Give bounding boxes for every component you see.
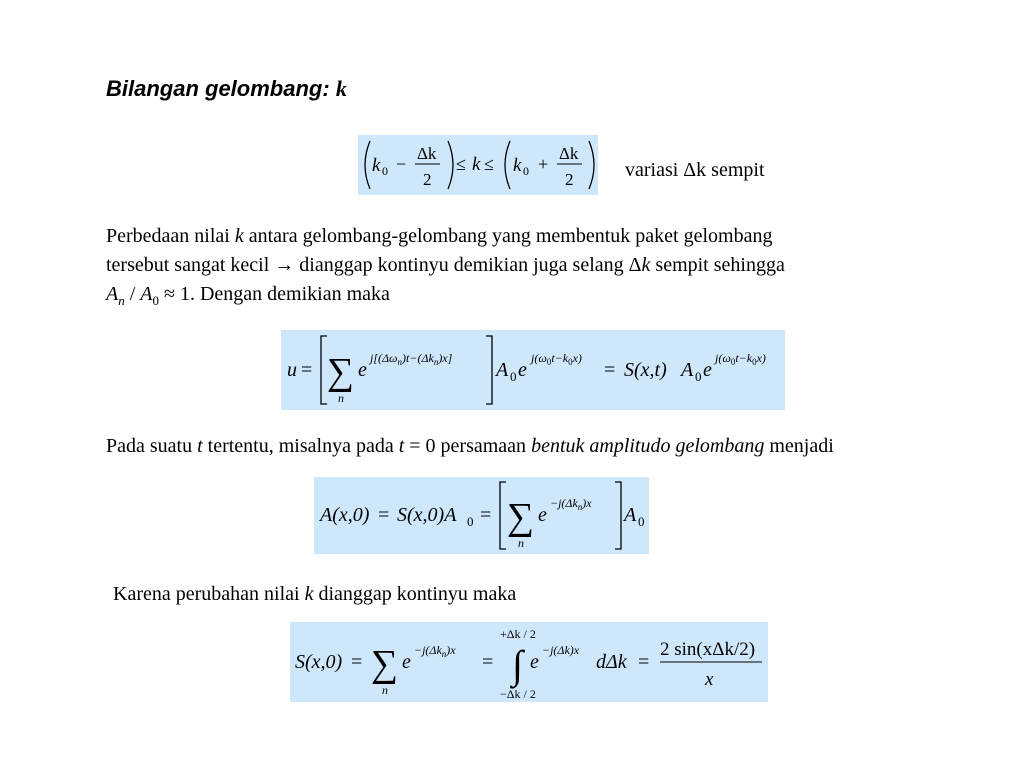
eq4-lhs: S(x,0) [295,651,343,673]
eq4-e: e [402,651,411,673]
eq3-A: A [624,504,637,526]
eq2-exp3: $j(\omega_0t-k_0x)$ [715,351,766,367]
eq1-dk-num1: Δk [417,144,437,163]
bracket-close [486,336,492,404]
eq4-sum: ∑ [371,643,399,685]
eq3-bracket-close [615,482,621,549]
eq2-A-sub: 0 [510,369,517,384]
eq4-num: 2 sin(xΔk/2) [660,639,756,660]
paragraph-3: Karena perubahan nilai k dianggap kontinyu maka [113,583,517,605]
eq2-equals-2: = [604,359,616,381]
eq4-den: x [705,669,714,690]
eq4-upper: +Δk / 2 [500,627,536,641]
eq3-equals-2: = [480,504,492,526]
eq4-equals-3: = [638,651,650,673]
eq3-bracket-open [500,482,506,549]
title-symbol: k [335,76,347,101]
eq3-A2-sub: 0 [638,514,645,529]
eq2-A2-sub: 0 [695,369,702,384]
para1-line3: $A_n / A_0 \approx 1$. Dengan demikian maka [106,283,390,308]
eq1-k: k [472,154,481,175]
paren-open-1 [365,141,370,189]
eq1-sub0-2: 0 [523,164,529,178]
eq1-leq-2: ≤ [484,154,494,174]
equation-A-x0 [314,477,649,554]
eq4-equals-2: = [482,651,494,673]
eq2-u: u [287,359,297,381]
eq2-e2: e [518,359,527,381]
equation-k-range [358,135,598,195]
title-colon: : [322,76,330,101]
eq3-A-sub: 0 [467,514,474,529]
eq3-sum: ∑ [507,496,535,538]
eq4-sum-n: n [382,683,388,697]
eq1-note: variasi Δk sempit [625,159,765,181]
equation-S-integral [290,622,768,702]
eq3-S: S(x,0)A [397,504,457,526]
eq4-equals-1: = [351,651,363,673]
para1-line2: tersebut sangat kecil → dianggap kontinyu demikian juga selang Δk sempit sehingga [106,254,785,276]
eq1-plus: + [538,154,549,174]
eq1-sub0: 0 [382,164,388,178]
eq4-exp2: −j(Δk)x [542,643,580,657]
eq1-two-1: 2 [423,170,432,189]
eq3-equals-1: = [378,504,390,526]
eq4-ddk: dΔk [596,651,627,673]
eq2-equals: = [301,359,313,381]
equation-u-sum [281,330,785,410]
slide-title [106,76,347,102]
eq1-dk-num2: Δk [559,144,579,163]
eq2-S: S(x,t) [624,359,667,381]
eq1-two-2: 2 [565,170,574,189]
eq2-e3: e [703,359,712,381]
para1-line1: Perbedaan nilai k antara gelombang-gelombang yang membentuk paket gelombang [106,225,773,247]
eq4-lower: −Δk / 2 [500,687,536,701]
eq2-exp1: $j[(\Delta\omega_n)t-(\Delta k_n)x]$ [370,351,453,367]
eq1-k0-2: k [513,155,522,176]
eq1-k0: k [372,155,381,176]
eq2-A2: A [681,359,694,381]
paren-open-2 [505,141,510,189]
eq4-e2: e [530,651,539,673]
eq1-minus: − [396,154,407,174]
paragraph-2: Pada suatu t tertentu, misalnya pada t = 0 persamaan bentuk amplitudo gelombang menjadi [106,435,834,457]
paragraph-1 [106,222,986,315]
paren-close-1 [448,141,453,189]
eq4-exp: $-j(\Delta k_n)x$ [414,643,456,659]
eq4-integral: ∫ [512,642,523,687]
paren-close-2 [589,141,594,189]
eq2-sum-n: n [338,391,344,405]
eq3-exp: $-j(\Delta k_n)x$ [550,496,592,512]
eq2-sum: ∑ [327,351,355,393]
title-text: Bilangan gelombang [106,76,323,101]
eq2-exp2: $j(\omega_0t-k_0x)$ [531,351,582,367]
eq2-A: A [496,359,509,381]
eq2-e1: e [358,359,367,381]
eq1-leq-1: ≤ [456,154,466,174]
eq3-e: e [538,504,547,526]
eq3-lhs: A(x,0) [320,504,370,526]
eq3-sum-n: n [518,536,524,550]
